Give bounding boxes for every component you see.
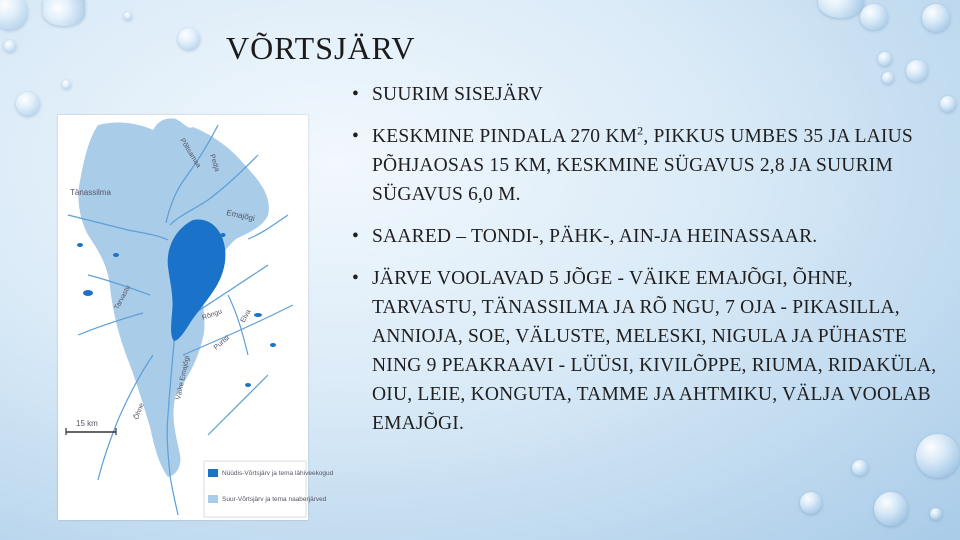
water-drop-icon	[878, 52, 892, 66]
map-label-emajogi: Emajõgi	[225, 208, 256, 223]
map-label-poltsamaa: Põltsamaa	[178, 137, 202, 170]
water-drop-icon	[178, 28, 200, 50]
map-label-purtsi: Purtsi	[212, 334, 232, 352]
bullet-text: SUURIM SISEJÄRV	[372, 84, 544, 105]
water-drop-icon	[874, 492, 908, 526]
bullet-item	[352, 80, 942, 109]
map-legend	[204, 461, 334, 517]
water-drop-icon	[4, 40, 16, 52]
slide-title: VÕRTSJÄRV	[226, 30, 416, 66]
legend-label-current: Nüüdis-Võrtsjärv ja tema lähiveekogud	[222, 470, 334, 477]
map-label-rongu: Rõngu	[201, 308, 224, 322]
water-drop-icon	[852, 460, 868, 476]
water-drop-icon	[0, 0, 28, 30]
map-label-pedja: Pedja	[208, 153, 221, 173]
legend-label-ancient: Suur-Võrtsjärv ja tema naaberjärved	[222, 496, 327, 503]
legend-swatch-current	[208, 469, 218, 477]
water-drop-icon	[922, 4, 950, 32]
water-drop-icon	[16, 92, 40, 116]
map-label-ohne: Õhne	[133, 402, 146, 421]
bullet-list	[352, 80, 942, 451]
water-drop-icon	[800, 492, 822, 514]
water-drop-icon	[906, 60, 928, 82]
water-drop-icon	[940, 96, 956, 112]
map-label-tanassilma: Tänassilma	[70, 188, 111, 197]
lake-map-drawing	[58, 115, 334, 520]
map-label-vaike-emajogi: Väike Emajõgi	[175, 355, 192, 401]
map-label-tarvastu: Tarvastu	[113, 284, 133, 311]
bullet-text: JÄRVE VOOLAVAD 5 JÕGE - VÄIKE EMAJÕGI, ÕHNE, TARVASTU, TÄNASSILMA JA RÕ NGU, 7 OJA - PIKASILLA, ANNIOJA, SOE, VÄLUSTE, MELESKI, NIGULA JA PÜHASTE NING 9 PEAKRAAVI - LÜÜSI, KIVILÕPPE, RIUMA, RIDAKÜLA, OIU, LEIE, KONGUTA, TAMME JA AHTMIKU, VÄLJA VOOLAB EMAJÕGI.	[372, 268, 937, 434]
water-drop-icon	[930, 508, 942, 520]
bullet-text: , PIKKUS UMBES 35 JA LAIUS PÕHJAOSAS 15 KM, KESKMINE SÜGAVUS 2,8 JA SUURIM SÜGAVUS 6,0 M.	[372, 126, 913, 205]
water-drop-icon	[124, 12, 132, 20]
water-drop-icon	[860, 4, 888, 30]
water-drop-icon	[43, 0, 85, 26]
superscript: 2	[637, 123, 644, 138]
water-drop-icon	[818, 0, 864, 18]
scale-label: 15 km	[76, 419, 98, 428]
lake-map	[58, 115, 334, 520]
bullet-item	[352, 264, 942, 438]
bullet-text: KESKMINE PINDALA 270 KM	[372, 126, 638, 147]
legend-swatch-ancient	[208, 495, 218, 503]
bullet-item	[352, 122, 942, 209]
bullet-item	[352, 222, 942, 251]
scale-bar	[66, 419, 116, 435]
map-label-elva: Elva	[239, 308, 253, 324]
water-drop-icon	[62, 80, 71, 89]
bullet-text: SAARED – TONDI-, PÄHK-, AIN-JA HEINASSAAR.	[372, 226, 818, 247]
